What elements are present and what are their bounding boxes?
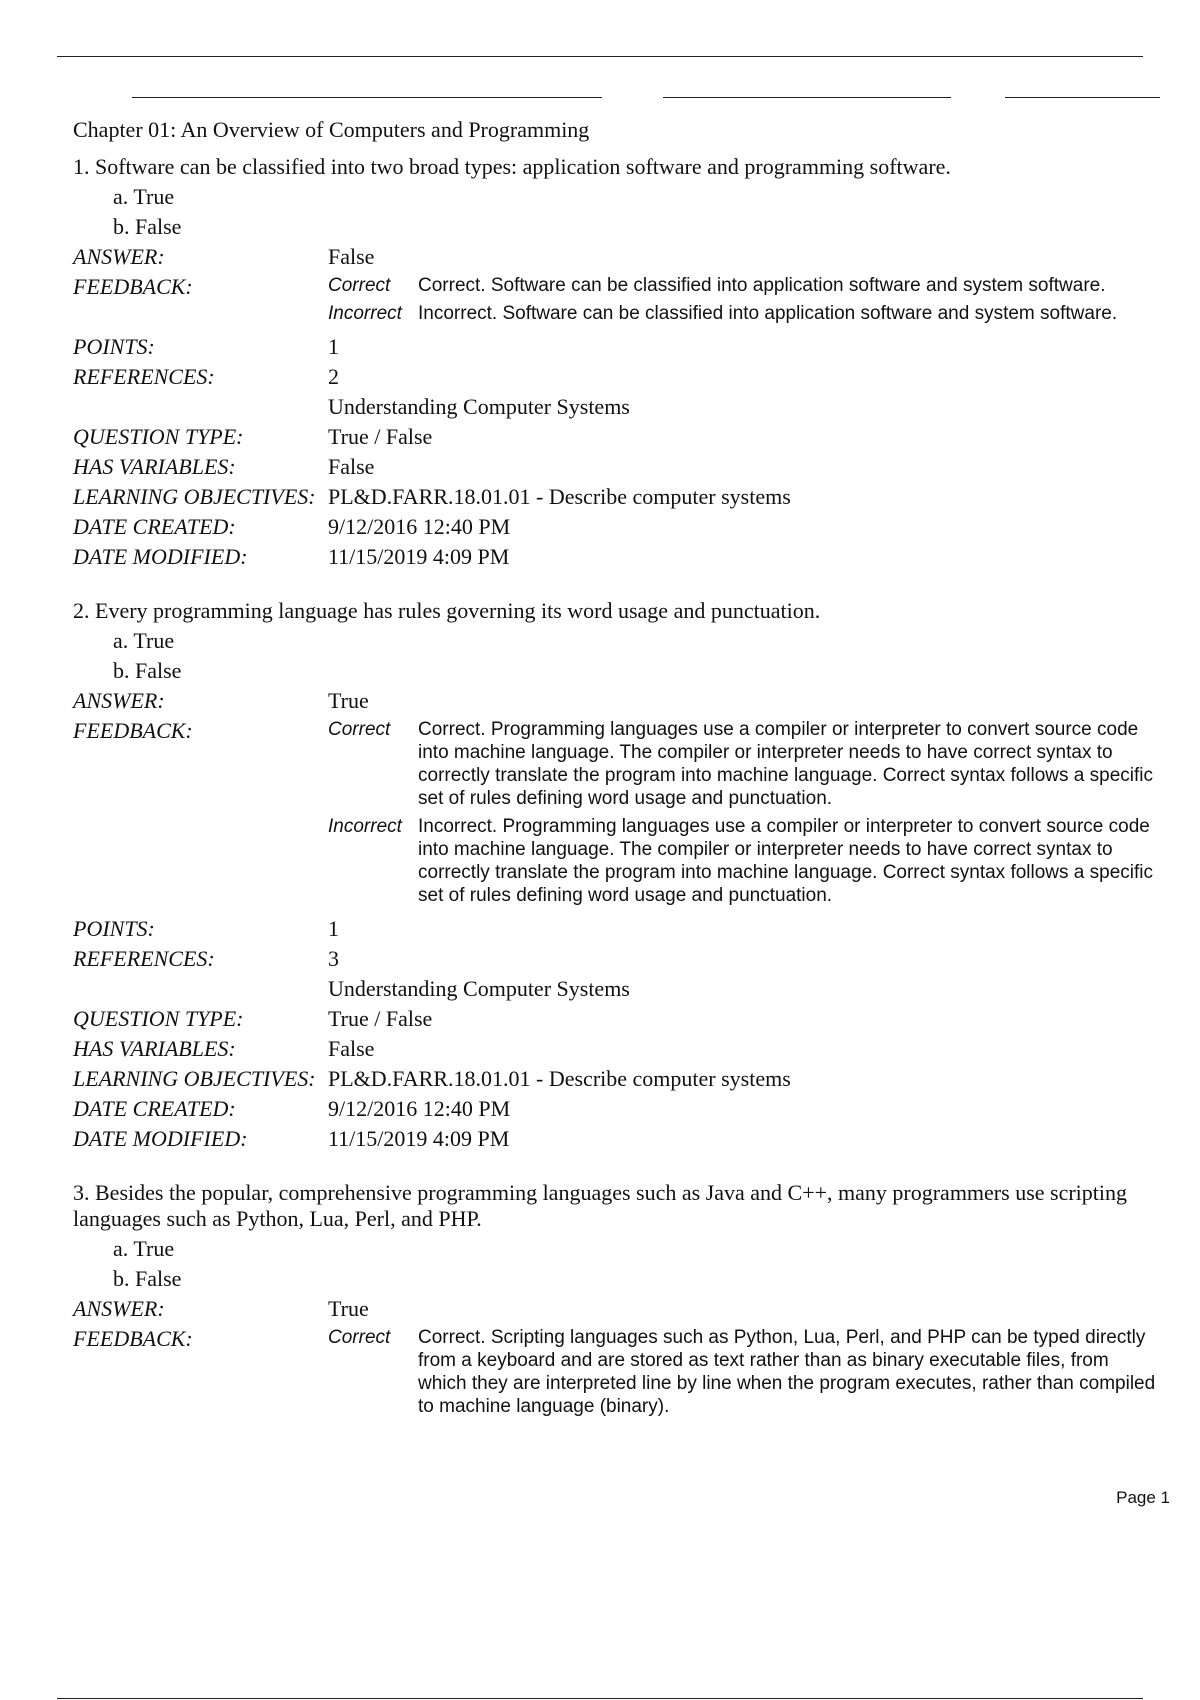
question-text: 3. Besides the popular, comprehensive programming languages such as Java and C++, many programmers use scripting languages such as Python, Lua, Perl, and PHP.	[73, 1180, 1128, 1231]
choice-a: a. True	[113, 1236, 175, 1261]
question-1	[73, 154, 1173, 572]
question-2	[73, 598, 1173, 1154]
page-number: Page 1	[1116, 1488, 1170, 1507]
learning-objectives-label: LEARNING OBJECTIVES:	[73, 484, 316, 509]
date-created-row	[73, 512, 1173, 542]
references-value	[328, 944, 1173, 1004]
learning-objectives-row	[73, 1064, 1173, 1094]
answer-value: False	[328, 244, 375, 269]
learning-objectives-label: LEARNING OBJECTIVES:	[73, 1066, 316, 1091]
points-row	[73, 332, 1173, 362]
class-blank	[663, 97, 951, 98]
feedback-label: FEEDBACK:	[73, 274, 193, 299]
references-row	[73, 362, 1173, 422]
date-modified-label: DATE MODIFIED:	[73, 544, 248, 569]
question-type-row	[73, 422, 1173, 452]
question-type-label: QUESTION TYPE:	[73, 1006, 244, 1031]
choice-a: a. True	[113, 184, 175, 209]
date-modified-label: DATE MODIFIED:	[73, 1126, 248, 1151]
answer-value: True	[328, 1296, 369, 1321]
reference-section: Understanding Computer Systems	[328, 976, 630, 1001]
chapter-title: Chapter 01: An Overview of Computers and Programming	[73, 117, 590, 142]
references-row	[73, 944, 1173, 1004]
date-created-label: DATE CREATED:	[73, 514, 236, 539]
date-modified-row	[73, 1124, 1173, 1154]
feedback-row	[73, 272, 1173, 332]
feedback-text: Correct. Programming languages use a compiler or interpreter to convert source code into machine language. The compiler or interpreter needs to have correct syntax to correctly translate the program into machine language. Correct syntax follows a specific set of rules defining word usage and punctuation.	[418, 719, 1154, 809]
feedback-tag: Incorrect	[328, 816, 402, 837]
date-created-value: 9/12/2016 12:40 PM	[328, 514, 511, 539]
feedback-label: FEEDBACK:	[73, 718, 193, 743]
answer-row	[73, 242, 1173, 272]
choice-b: b. False	[113, 658, 182, 683]
feedback-correct	[328, 274, 1178, 297]
has-variables-label: HAS VARIABLES:	[73, 1036, 236, 1061]
question-type-label: QUESTION TYPE:	[73, 424, 244, 449]
answer-label: ANSWER:	[73, 688, 165, 713]
date-modified-value: 11/15/2019 4:09 PM	[328, 1126, 510, 1151]
name-blank	[132, 97, 602, 98]
answer-value: True	[328, 688, 369, 713]
feedback-text: Correct. Software can be classified into application software and system software.	[418, 275, 1106, 296]
feedback-block	[328, 272, 1178, 332]
feedback-tag: Correct	[328, 1327, 391, 1348]
answer-label: ANSWER:	[73, 1296, 165, 1321]
date-modified-row	[73, 542, 1173, 572]
points-label: POINTS:	[73, 334, 155, 359]
question-type-value: True / False	[328, 424, 433, 449]
has-variables-label: HAS VARIABLES:	[73, 454, 236, 479]
feedback-tag: Correct	[328, 275, 391, 296]
date-created-value: 9/12/2016 12:40 PM	[328, 1096, 511, 1121]
feedback-correct	[328, 1326, 1173, 1418]
references-label: REFERENCES:	[73, 946, 215, 971]
bottom-rule	[57, 1698, 1143, 1699]
date-created-label: DATE CREATED:	[73, 1096, 236, 1121]
answer-row	[73, 1294, 1173, 1324]
question-type-value: True / False	[328, 1006, 433, 1031]
has-variables-value: False	[328, 454, 375, 479]
question-text: 2. Every programming language has rules governing its word usage and punctuation.	[73, 598, 821, 623]
references-label: REFERENCES:	[73, 364, 215, 389]
reference-page: 2	[328, 364, 339, 389]
reference-page: 3	[328, 946, 339, 971]
points-value: 1	[328, 916, 339, 941]
feedback-block	[328, 716, 1173, 914]
question-text: 1. Software can be classified into two broad types: application software and programming software.	[73, 154, 951, 179]
reference-section: Understanding Computer Systems	[328, 394, 630, 419]
choice-a: a. True	[113, 628, 175, 653]
document-body	[73, 116, 1173, 1451]
points-row	[73, 914, 1173, 944]
feedback-text: Correct. Scripting languages such as Python, Lua, Perl, and PHP can be typed directly from a keyboard and are stored as text rather than as binary executable files, from which they are interpreted line by line when the program executes, rather than compiled to machine language (binary).	[418, 1327, 1156, 1417]
answer-label: ANSWER:	[73, 244, 165, 269]
has-variables-row	[73, 452, 1173, 482]
feedback-block	[328, 1324, 1173, 1425]
question-type-row	[73, 1004, 1173, 1034]
points-value: 1	[328, 334, 339, 359]
feedback-incorrect	[328, 302, 1178, 325]
feedback-row	[73, 1324, 1173, 1425]
learning-objectives-value: PL&D.FARR.18.01.01 - Describe computer systems	[328, 1066, 791, 1091]
feedback-label: FEEDBACK:	[73, 1326, 193, 1351]
feedback-incorrect	[328, 815, 1173, 907]
answer-row	[73, 686, 1173, 716]
references-value	[328, 362, 1173, 422]
has-variables-value: False	[328, 1036, 375, 1061]
date-blank	[1005, 97, 1160, 98]
feedback-text: Incorrect. Programming languages use a compiler or interpreter to convert source code into machine language. The compiler or interpreter needs to have correct syntax to correctly translate the program into machine language. Correct syntax follows a specific set of rules defining word usage and punctuation.	[418, 816, 1154, 906]
feedback-row	[73, 716, 1173, 914]
question-3	[73, 1180, 1173, 1425]
choice-b: b. False	[113, 214, 182, 239]
feedback-tag: Incorrect	[328, 303, 402, 324]
feedback-tag: Correct	[328, 719, 391, 740]
top-rule	[57, 56, 1143, 57]
choice-b: b. False	[113, 1266, 182, 1291]
learning-objectives-value: PL&D.FARR.18.01.01 - Describe computer systems	[328, 484, 791, 509]
points-label: POINTS:	[73, 916, 155, 941]
learning-objectives-row	[73, 482, 1173, 512]
feedback-text: Incorrect. Software can be classified into application software and system software.	[418, 303, 1118, 324]
date-modified-value: 11/15/2019 4:09 PM	[328, 544, 510, 569]
feedback-correct	[328, 718, 1173, 810]
has-variables-row	[73, 1034, 1173, 1064]
date-created-row	[73, 1094, 1173, 1124]
